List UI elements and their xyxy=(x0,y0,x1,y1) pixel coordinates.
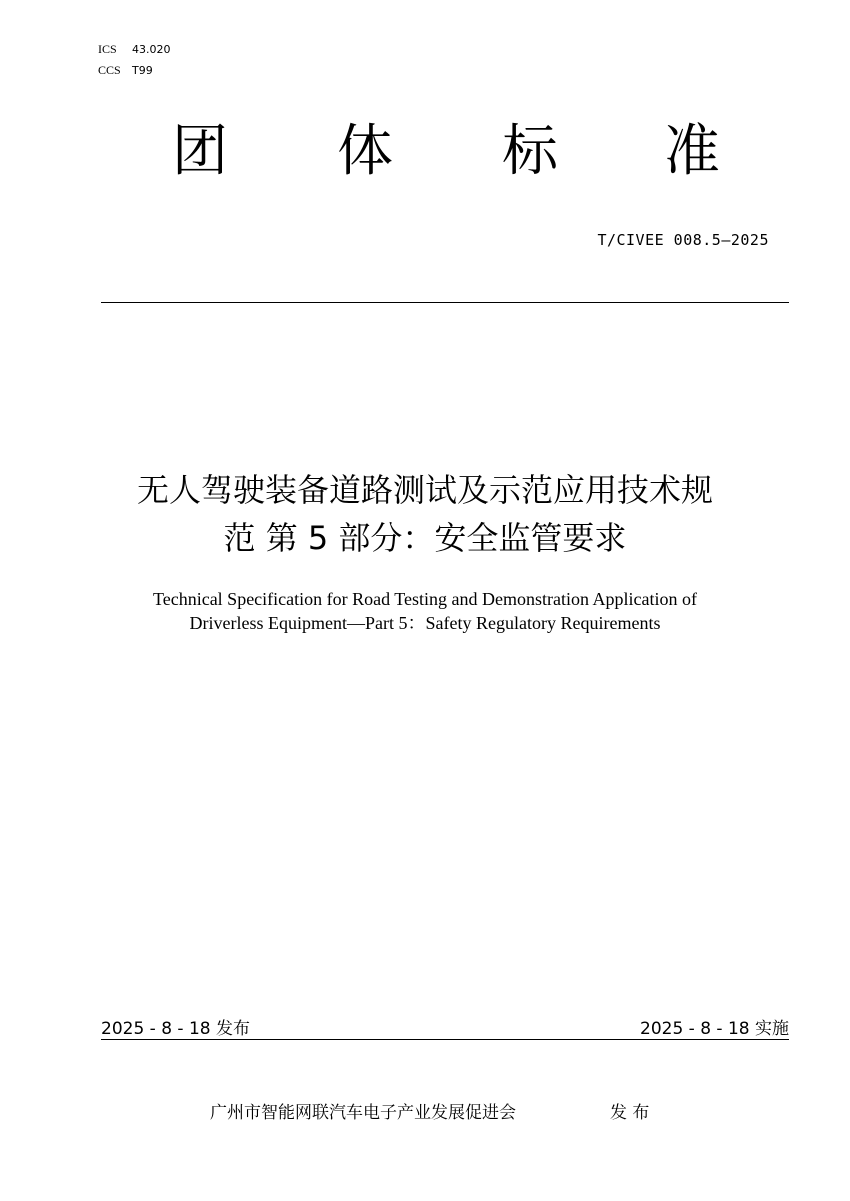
ics-line xyxy=(98,42,171,57)
title-en-line-1: Technical Specification for Road Testing and Demonstration Application of xyxy=(152,589,697,609)
publish-date: 2025 - 8 - 18 发布 xyxy=(101,1019,250,1039)
standard-type-char-3: 标 xyxy=(502,119,558,184)
standard-code: T/CIVEE 008.5—2025 xyxy=(597,231,769,249)
publish-action: 发 布 xyxy=(610,1103,650,1123)
standard-type-char-4: 准 xyxy=(664,119,720,184)
standard-type-char-1: 团 xyxy=(172,119,228,184)
ccs-value: T99 xyxy=(132,64,153,77)
ics-value: 43.020 xyxy=(132,43,171,56)
ccs-label: CCS xyxy=(98,63,121,77)
implement-date: 2025 - 8 - 18 实施 xyxy=(640,1019,789,1039)
ics-label: ICS xyxy=(98,42,117,56)
publisher-name: 广州市智能网联汽车电子产业发展促进会 xyxy=(210,1103,516,1123)
title-en-line-2: Driverless Equipment—Part 5：Safety Regulatory Requirements xyxy=(189,613,661,633)
ccs-line xyxy=(98,63,153,78)
header-divider xyxy=(101,302,789,303)
footer-divider xyxy=(101,1039,789,1040)
standard-type-char-2: 体 xyxy=(337,119,393,184)
title-cn-line-1: 无人驾驶装备道路测试及示范应用技术规 xyxy=(136,471,713,509)
title-cn-line-2: 范 第 5 部分：安全监管要求 xyxy=(223,519,627,557)
